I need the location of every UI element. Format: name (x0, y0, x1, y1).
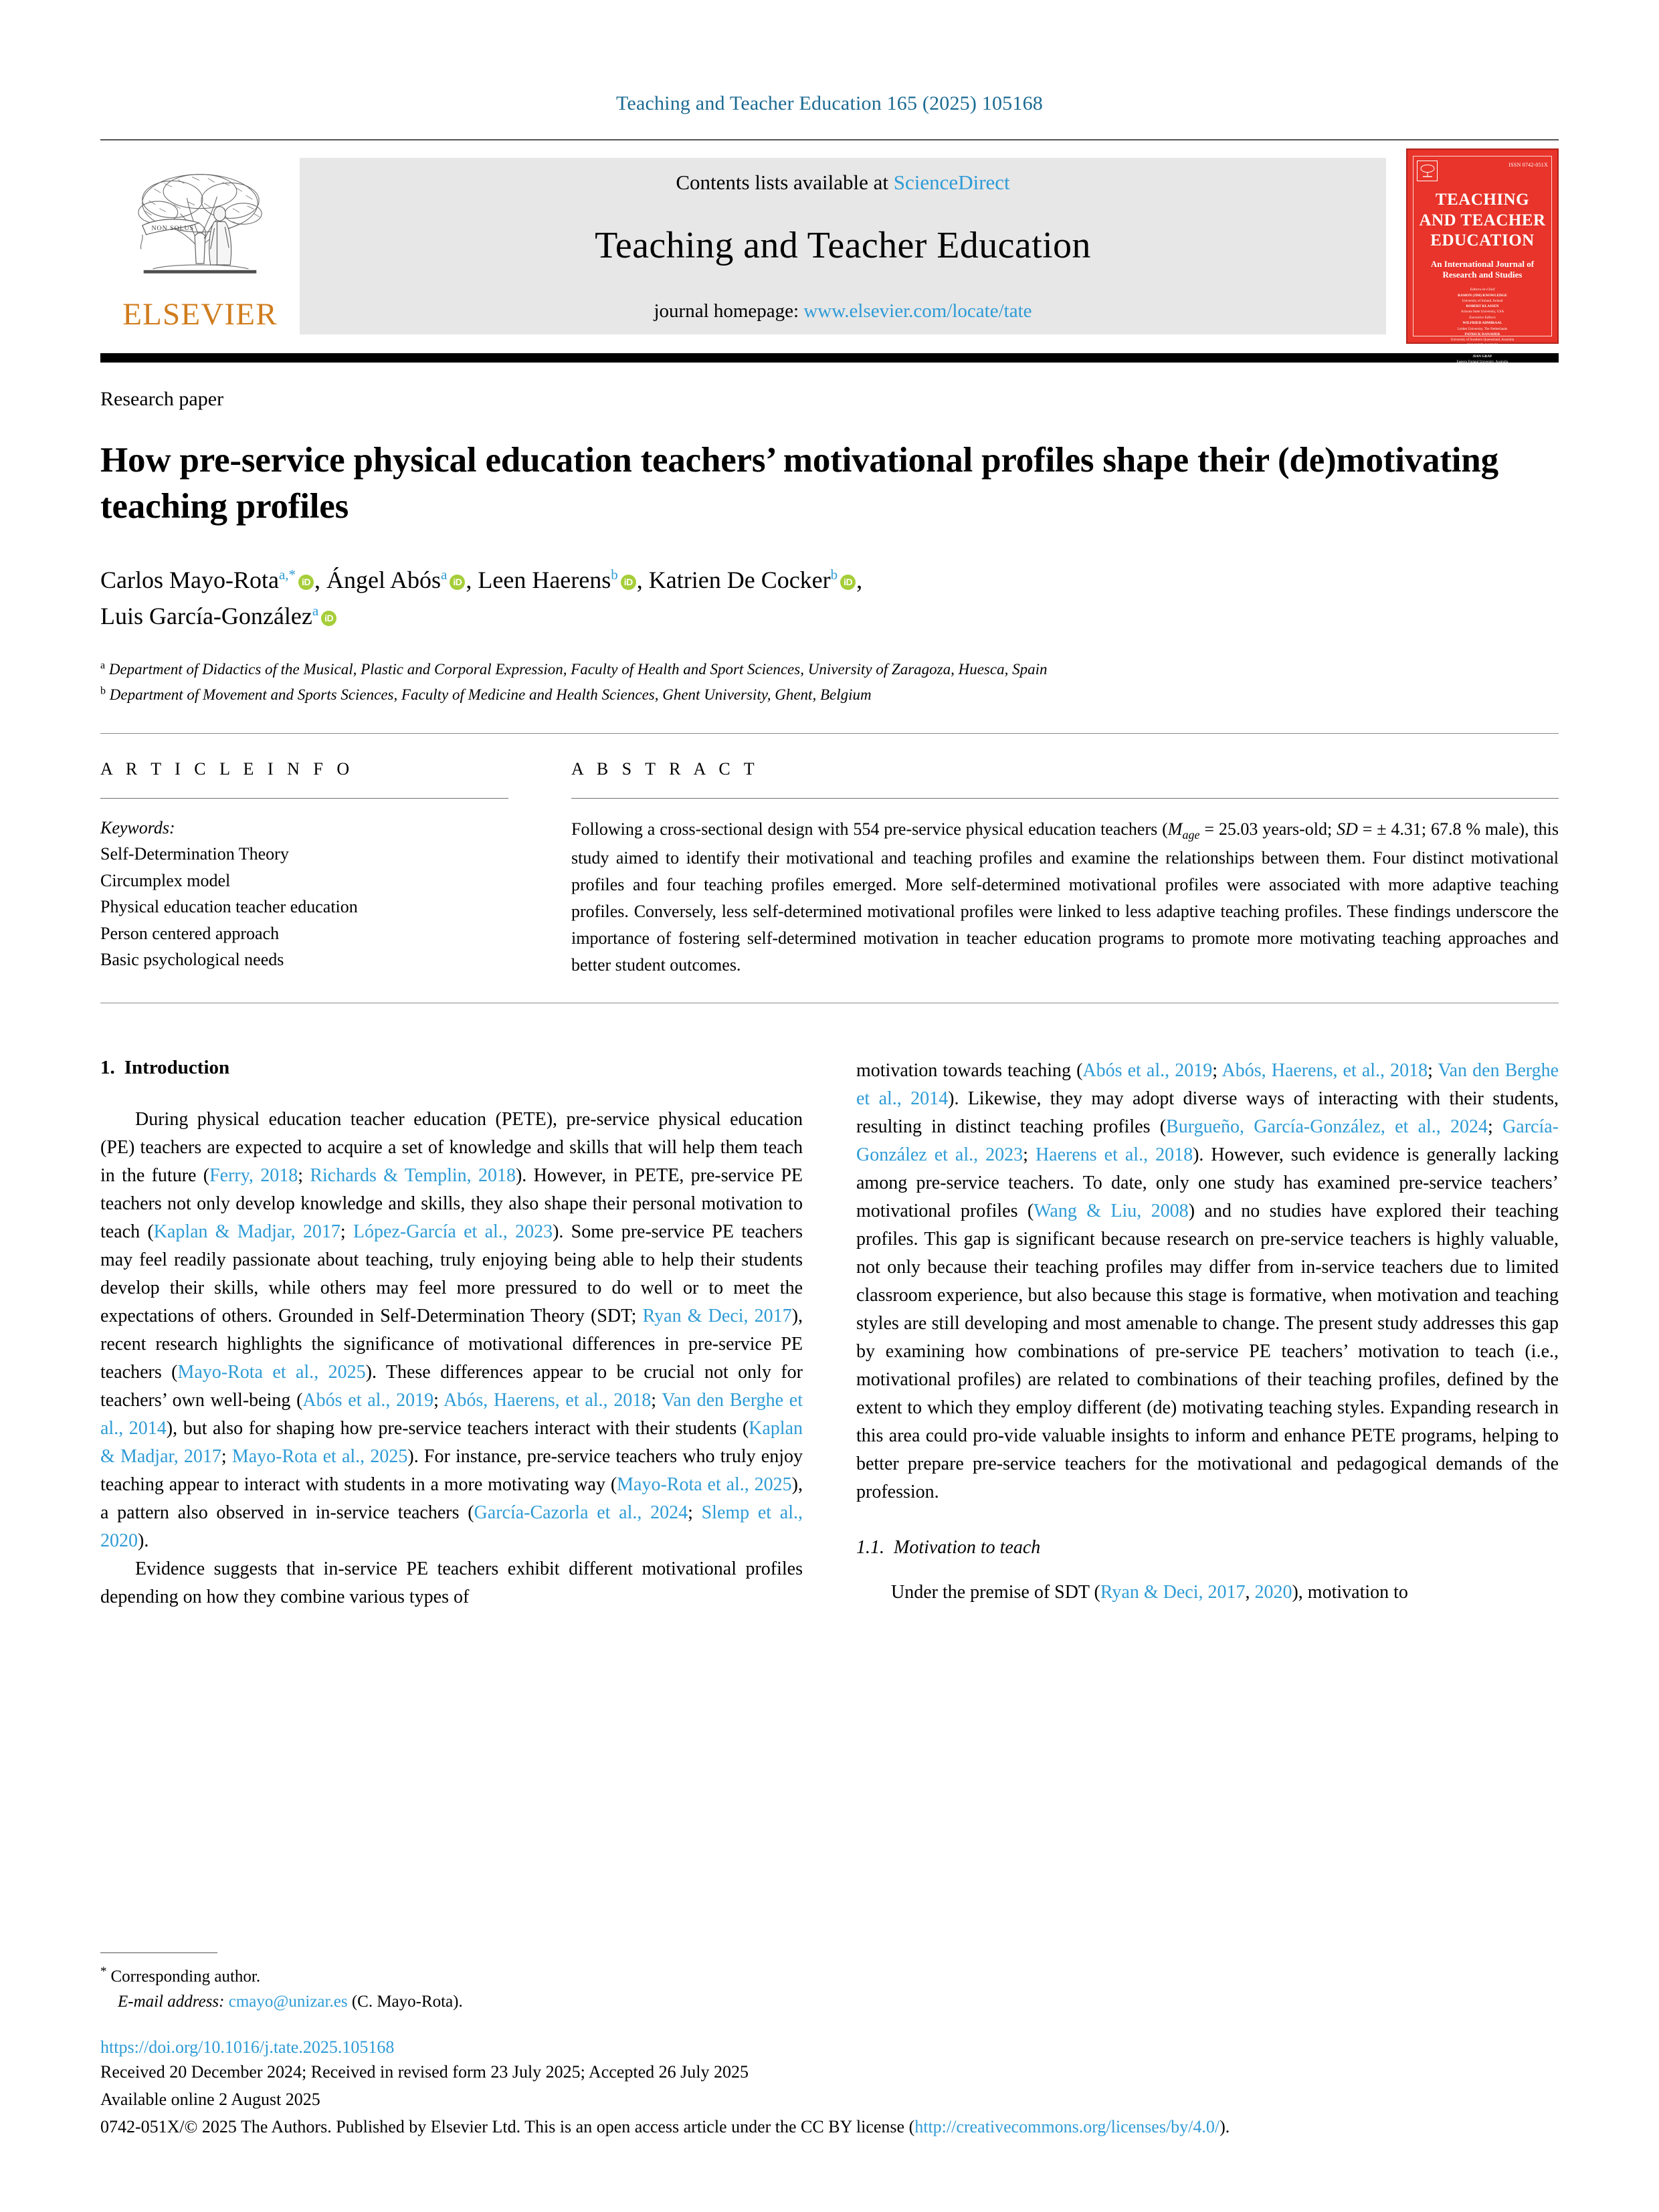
author-affiliation-mark: a,* (278, 566, 296, 583)
citation-link[interactable]: Wang & Liu, 2008 (1034, 1200, 1189, 1221)
email-link[interactable]: cmayo@unizar.es (228, 1993, 348, 2011)
subsection-number: 1.1. (856, 1536, 884, 1558)
article-info-heading: A R T I C L E I N F O (100, 759, 355, 779)
paragraph (100, 1555, 803, 1611)
author-name: Leen Haerens (478, 566, 611, 593)
text-seg: ). Some pre-service PE teachers may feel readily passionate about teaching, truly enjoying being able to help their students develop their skills, while others may feel more pressured to do well or to meet the expectations of others. Grounded in Self-Determination Theory (SDT; (100, 1221, 803, 1326)
cover-title-line2: AND TEACHER (1419, 211, 1546, 229)
article-type: Research paper (100, 388, 224, 410)
cover-editor-name: SUSANNE GARVIS (1466, 343, 1498, 348)
text-seg: ; (221, 1445, 232, 1467)
corresponding-author-note (100, 1963, 1559, 1989)
cover-editor-name: HONGBIAO YIN (1468, 409, 1496, 413)
doi-line (100, 2037, 1559, 2057)
affiliation-item (100, 682, 1559, 708)
cover-editor-name: ANGELICA MOE (1468, 387, 1497, 391)
cover-editor-name: RAMON (JIM) KNOWLEDGE (1458, 293, 1507, 298)
affiliation-list (100, 657, 1559, 708)
text-seg: ; (1023, 1144, 1036, 1165)
orcid-icon[interactable]: iD (450, 575, 465, 590)
cover-subtitle-line1: An International Journal of (1430, 258, 1535, 269)
author-entry (649, 567, 862, 593)
text-seg: Evidence suggests that in-service PE teachers exhibit different motivational profiles depending on how they combine various types of (100, 1558, 803, 1607)
author-name: Ángel Abós (326, 566, 442, 593)
text-seg: ; (651, 1389, 662, 1411)
email-note (100, 1989, 1559, 2015)
cover-subtitle (1417, 259, 1548, 281)
cover-editor-aff: Eastern Finland University, Australia (1456, 359, 1508, 364)
citation-link[interactable]: Abós et al., 2019 (1082, 1060, 1213, 1081)
abstract-seg: = 25.03 years-old; (1199, 819, 1337, 839)
email-attribution: (C. Mayo-Rota). (351, 1993, 463, 2011)
citation-link[interactable]: Burgueño, García-González, et al., 2024 (1166, 1116, 1488, 1137)
affiliation-item (100, 657, 1559, 682)
cover-editor-aff: University of Southern Queensland, Australia (1450, 338, 1515, 342)
cover-editor-name: WILFRIED ADMIRAAL (1462, 321, 1502, 326)
citation-link[interactable]: Kaplan & Madjar, 2017 (100, 1417, 803, 1467)
author-entry (100, 567, 326, 593)
body-left-column (100, 1057, 803, 1611)
text-seg: , (1245, 1581, 1255, 1603)
citation-link[interactable]: Ryan & Deci, 2017 (1100, 1581, 1246, 1603)
citation-link[interactable]: Mayo-Rota et al., 2025 (617, 1474, 792, 1495)
cover-issn: ISSN 0742-051X (1508, 162, 1548, 168)
abstract-heading: A B S T R A C T (571, 759, 759, 779)
cover-editor-aff: Leiden University, The Netherlands (1457, 326, 1508, 331)
journal-homepage-link[interactable]: www.elsevier.com/locate/tate (803, 300, 1032, 322)
author-entry (100, 603, 337, 629)
received-dates: Received 20 December 2024; Received in revised form 23 July 2025; Accepted 26 July 2025 (100, 2062, 749, 2082)
text-seg: Under the premise of SDT ( (891, 1581, 1100, 1603)
journal-cover-thumbnail[interactable] (1406, 146, 1559, 419)
article-info-column (100, 759, 508, 979)
journal-cover-inner-frame (1413, 156, 1552, 419)
cover-editor-aff: University of New South Wales, Australia (1453, 348, 1512, 353)
citation-link[interactable]: López-García et al., 2023 (353, 1221, 553, 1242)
cover-editor-aff: University of Ghent, Belgium (1462, 371, 1503, 375)
cover-title-line3: EDUCATION (1430, 231, 1535, 249)
abstract-m-subscript: age (1182, 827, 1200, 841)
text-seg: ; (1488, 1116, 1503, 1137)
keyword-item: Physical education teacher education (100, 897, 358, 917)
body-columns (100, 1057, 1559, 1611)
keywords-block (100, 815, 508, 973)
text-seg: During physical education teacher education (PETE), pre-service physical education (PE) teachers are expected to acquire a set of knowledge and skills that will help them teach in the future ( (100, 1108, 803, 1186)
cover-editor-aff: Arizona State University, USA (1460, 310, 1504, 314)
article-info-rule (100, 798, 508, 799)
sciencedirect-link[interactable]: ScienceDirect (893, 170, 1010, 194)
text-seg: ), recent research highlights the significance of motivational differences in pre-service PE teachers ( (100, 1305, 803, 1383)
journal-cover (1406, 148, 1559, 419)
cover-title (1417, 190, 1548, 252)
paragraph (100, 1106, 803, 1555)
author-affiliation-mark: a (312, 602, 319, 619)
affiliation-mark: b (100, 685, 106, 697)
masthead-top-rule (100, 139, 1559, 140)
text-seg: ; (298, 1165, 310, 1186)
text-seg: ; (688, 1502, 702, 1523)
contents-prefix: Contents lists available at (676, 170, 894, 194)
footnote-rule (100, 1952, 217, 1953)
corresponding-author-label: Corresponding author. (110, 1967, 261, 1985)
journal-homepage-line (654, 300, 1032, 322)
text-seg: ). (138, 1530, 149, 1551)
citation-link[interactable]: Van den Berghe et al., 2014 (100, 1389, 803, 1439)
citation-link[interactable]: Abós, Haerens, et al., 2018 (444, 1389, 652, 1411)
paragraph (856, 1057, 1559, 1506)
author-separator: , (856, 566, 863, 593)
orcid-icon[interactable]: iD (840, 575, 856, 590)
author-separator: , (466, 566, 478, 593)
author-affiliation-mark: b (611, 566, 618, 583)
text-seg: ), a pattern also observed in in-service teachers ( (100, 1474, 803, 1523)
cover-editor-role: Editors-in-Chief (1470, 288, 1495, 292)
homepage-prefix: journal homepage: (654, 300, 804, 322)
cover-editor-name: JIAN GRAY (1472, 354, 1492, 359)
keyword-item: Basic psychological needs (100, 950, 284, 970)
contents-lists-line (676, 171, 1009, 195)
paragraph (856, 1579, 1559, 1607)
email-label: E-mail address: (118, 1993, 225, 2011)
orcid-icon[interactable]: iD (321, 611, 336, 626)
section-title: Introduction (124, 1056, 230, 1078)
abstract-seg: = ± 4.31; 67.8 % male), this study aimed to identify their motivational and teaching profiles and examine the relationships between them. Four distinct motivational profiles and four teaching profiles emerged. More self-determined motivational profiles were associated with more adaptive teaching profiles. Conversely, less self-determined motivational profiles were linked to less adaptive teaching profiles. These findings underscore the importance of fostering self-determined motivation in teacher education programs to promote more motivating teaching approaches and better student outcomes. (571, 819, 1559, 975)
cover-editor-aff: Chinese University of Hong Kong, Hong Kong (1449, 415, 1516, 419)
cover-editor-name: MIEKE VAN HOUTTE (1464, 365, 1501, 369)
citation-link[interactable]: Abós, Haerens, et al., 2018 (1222, 1060, 1428, 1081)
copyright-text: 0742-051X/© 2025 The Authors. Published by Elsevier Ltd. This is an open access article under the CC BY license ( (100, 2117, 915, 2136)
citation-link[interactable]: Van den Berghe et al., 2014 (856, 1060, 1559, 1109)
cover-elsevier-icon (1417, 161, 1438, 181)
affiliation-mark: a (100, 660, 106, 672)
citation-link[interactable]: García-González et al., 2023 (856, 1116, 1559, 1165)
keyword-item: Self-Determination Theory (100, 844, 289, 864)
copyright-line (100, 2114, 1559, 2140)
journal-title: Teaching and Teacher Education (595, 224, 1091, 266)
author-affiliation-mark: a (441, 566, 448, 583)
text-seg: ), but also for shaping how pre-service teachers interact with their students ( (166, 1417, 749, 1439)
page-title: How pre-service physical education teachers’ motivational profiles shape their (de)motivating teaching profiles (100, 441, 1498, 526)
section-heading-introduction (100, 1057, 803, 1079)
corresponding-author-mark: * (100, 1964, 107, 1979)
author-separator: , (636, 566, 649, 593)
cover-editor-aff: University of Nottingham School of Education, UK (1446, 403, 1519, 408)
cover-editor-aff: The Education University of Hong Kong, Hong Kong (1445, 381, 1520, 386)
page-footer (100, 1952, 1559, 2140)
body-right-column (856, 1057, 1559, 1611)
subsection-title: Motivation to teach (894, 1536, 1041, 1558)
author-entry (326, 567, 478, 593)
journal-cover-topbar (1417, 161, 1548, 181)
cover-subtitle-line2: Research and Studies (1442, 269, 1523, 280)
elsevier-logo[interactable] (100, 146, 300, 346)
abstract-sd-symbol: SD (1337, 819, 1358, 839)
doi-link[interactable]: https://doi.org/10.1016/j.tate.2025.105168 (100, 2037, 395, 2057)
abstract-rule (571, 798, 1559, 799)
affiliation-text: Department of Didactics of the Musical, Plastic and Corporal Expression, Faculty of Health and Sport Sciences, University of Zaragoza, Huesca, Spain (108, 660, 1048, 678)
citation-link[interactable]: Slemp et al., 2020 (100, 1502, 803, 1551)
citation-link[interactable]: Abós et al., 2019 (302, 1389, 434, 1411)
text-seg: ). These differences appear to be crucial not only for teachers’ own well-being ( (100, 1361, 803, 1411)
orcid-icon[interactable]: iD (298, 575, 314, 590)
author-separator: , (314, 566, 327, 593)
text-seg: ; (1212, 1060, 1222, 1081)
text-seg: ). For instance, pre-service teachers who truly enjoy teaching appear to interact with students in a more motivating way ( (100, 1445, 803, 1495)
elsevier-wordmark: ELSEVIER (122, 296, 278, 332)
text-seg: ). However, such evidence is generally lacking among pre-service teachers. To date, only one study has examined pre-service teachers’ motivational profiles ( (856, 1144, 1559, 1221)
abstract-seg: Following a cross-sectional design with 554 pre-service physical education teachers ( (571, 819, 1168, 839)
elsevier-tree-icon (134, 165, 266, 296)
copyright-suffix: ). (1219, 2117, 1230, 2136)
abstract-text (571, 816, 1559, 979)
citation-link[interactable]: 2020 (1254, 1581, 1292, 1603)
citation-link[interactable]: Ferry, 2018 (209, 1165, 298, 1186)
cover-editor-name: ROBERT KLASSEN (1466, 304, 1499, 309)
text-seg: ), motivation to (1292, 1581, 1408, 1603)
author-affiliation-mark: b (830, 566, 838, 583)
license-link[interactable]: http://creativecommons.org/licenses/by/4.0/ (914, 2117, 1220, 2136)
available-online-date: Available online 2 August 2025 (100, 2090, 320, 2109)
cover-editor-aff: University of Padua, Italy (1464, 393, 1500, 397)
citation-link[interactable]: Richards & Templin, 2018 (310, 1165, 516, 1186)
abstract-m-symbol: M (1167, 819, 1183, 839)
journal-info-box (300, 158, 1386, 334)
section-number: 1. (100, 1056, 115, 1078)
text-seg: ; (340, 1221, 353, 1242)
text-seg: ) and no studies have explored their teaching profiles. This gap is significant because research on pre-service teachers is highly valuable, not only because their teaching profiles may differ from in-service teachers due to limited classroom experience, but also because this stage is formative, when motivation and teaching styles are still developing and most amenable to change. The present study addresses this gap by examining how combinations of pre-service PE teachers’ motivation to teach (i.e., motivational profiles) are related to combinations of their teaching profiles, defined by the extent to which they employ different (de) motivating teaching styles. Expanding research in this area could pro-vide valuable insights to inform and enhance PETE programs, helping to better prepare pre-service teachers for the motivational and pedagogical demands of the profession. (856, 1200, 1559, 1502)
keyword-item: Person centered approach (100, 923, 280, 943)
subsection-heading-motivation-to-teach (856, 1537, 1559, 1559)
author-list (100, 562, 1559, 634)
text-seg: ). Likewise, they may adopt diverse ways of interacting with their students, resulting in distinct teaching profiles ( (856, 1088, 1559, 1137)
citation-link[interactable]: García-Cazorla et al., 2024 (474, 1502, 688, 1523)
abstract-column (571, 759, 1559, 979)
author-name: Carlos Mayo-Rota (100, 566, 279, 593)
cover-title-line1: TEACHING (1435, 191, 1530, 209)
running-head: Teaching and Teacher Education 165 (2025) 105168 (616, 92, 1043, 114)
text-seg: ; (1428, 1060, 1438, 1081)
citation-link[interactable]: Ryan & Deci, 2017 (642, 1305, 792, 1326)
text-seg: ). However, in PETE, pre-service PE teachers not only develop knowledge and skills, they also shape their personal motivation to teach ( (100, 1165, 803, 1242)
cover-editors-list (1417, 287, 1548, 419)
cover-editor-role: Executive Editors (1469, 315, 1496, 320)
author-name: Luis García-González (100, 602, 312, 629)
svg-text:NON SOLUS: NON SOLUS (151, 224, 195, 232)
article-info-abstract-row (100, 759, 1559, 979)
cover-editor-name: KATHLEEN PIERCE-SLAVOLAN (1454, 398, 1510, 403)
cover-editor-name: PATRICK DANAHER (1464, 332, 1500, 336)
author-entry (478, 567, 648, 593)
title-block-rule (100, 733, 1559, 734)
citation-link[interactable]: Mayo-Rota et al., 2025 (231, 1445, 408, 1467)
author-name: Katrien De Cocker (648, 566, 831, 593)
masthead-black-bar (100, 353, 1559, 363)
text-seg: ; (433, 1389, 444, 1411)
cover-editor-name: JOHN CHI-KIN LEE (1465, 376, 1500, 381)
cover-editor-aff: University of Ireland, Ireland (1462, 299, 1503, 304)
keywords-label: Keywords: (100, 817, 175, 837)
citation-link[interactable]: Mayo-Rota et al., 2025 (177, 1361, 366, 1383)
citation-link[interactable]: Haerens et al., 2018 (1035, 1144, 1193, 1165)
citation-link[interactable]: Kaplan & Madjar, 2017 (153, 1221, 340, 1242)
affiliation-text: Department of Movement and Sports Sciences, Faculty of Medicine and Health Sciences, Ghent University, Ghent, Belgium (109, 686, 872, 703)
text-seg: motivation towards teaching ( (856, 1060, 1083, 1081)
keyword-item: Circumplex model (100, 870, 231, 890)
orcid-icon[interactable]: iD (621, 575, 636, 590)
